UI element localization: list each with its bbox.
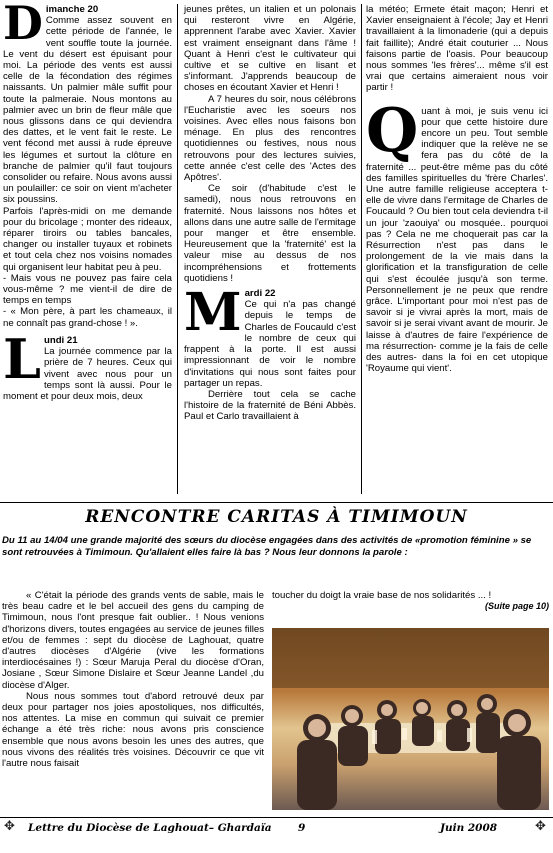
dropcap-l: L xyxy=(3,326,41,391)
paragraph: La journée commence par la prière de 7 heures. Ceux qui vivent avec nous pour un temps sont là aussi. Pour le moment et pour deux mois, deux xyxy=(3,346,172,402)
paragraph: jeunes prêtes, un italien et un polonais qui resteront vivre en Algérie, apprennent l'arabe avec Xavier. Xavier est vraiment enseignant dans l'âme ! Quant à Henri c'est le cultivateur qui cultive et se cultive en lisant et s'informant. J'apprends beaucoup de choses en écoutant Xavier et Henri ! xyxy=(184,4,356,94)
heading-dimanche: imanche 20 xyxy=(45,4,99,15)
paragraph: la météo; Ermete était maçon; Henri et Xavier enseignaient à l'école; Jay et Henri travaillaient à la limonaderie (qui a depuis fait faillite); André était couturier ... Nous faisons partie de l'oasis. Pour beaucoup nous sommes 'les frères'... même s'il est vrai que certains aimeraient nous voir partir ! xyxy=(366,4,548,94)
dropcap-m: M xyxy=(184,282,242,344)
article-column-left xyxy=(2,590,264,769)
column-2 xyxy=(184,4,356,423)
heading-mardi: ardi 22 xyxy=(244,288,276,300)
paragraph: uant à moi, je suis venu ici pour que cette histoire dure encore un peu. Tout semble indiquer que la relève ne se fera pas du côté de la fraternité ... peut-être même pas du côté des familles spirituelles du 'frère Charles'. Une autre famille religieuse acceptera t-elle de vivre dans l'ermitage de Charles de Foucauld ? Ou bien tout cela deviendra t-il un jour 'zaouiya' ou mosquée.. pourquoi pas ? Cela ne me choquerait pas car la Résurrection n'est pas dans le prolongement de la vie mais dans la glorification et la transfiguration de celle qui s'est écoulée jusqu'à son terme. Personnellement je ne peux que rendre grâce. L'important pour moi n'est pas de savoir si je vivrai après la mort, mais de savoir si je serai vivant avant de mourir. Je laisse à d'autres de faire l'expérience de ma résurrection- comme je la fais de celle des autres- dans la foi en cet utopique 'Royaume qui vient'. xyxy=(366,105,548,375)
column-divider xyxy=(361,4,362,494)
group-photo xyxy=(272,628,549,810)
paragraph: Comme assez souvent en cette période de l'année, le vent souffle toute la journée. Le vent du désert est épuisant pour moi. La période des vents est aussi celle de la fécondation des régimes naissants. Un palmier mâle suffit pour toute la palmeraie. Nous montons au palmier avec un brin de fleur mâle que nous glissons dans ce qui deviendra des dattes, et le vent fait le reste. Le vent fécond met aussi à rude épreuve les légumes et surtout la clôture en branche de palmier qu'il faut toujours consolider ou refaire. Nous avons aussi un poulailler: ce soir on vient m'acheter six poussins. xyxy=(3,15,172,206)
column-1 xyxy=(3,0,172,402)
group-photo-illustration xyxy=(272,628,549,810)
paragraph: - Mais vous ne pouvez pas faire cela vous-même ? me vient-il de dire de temps en temps xyxy=(3,272,172,307)
paragraph: Ce qui n'a pas changé depuis le temps de Charles de Foucauld c'est le nombre de ceux qui frappent à la porte. Il est aussi impressionnant de voir le nombre d'invitations qui nous sont faites pour partager un repas. xyxy=(184,299,356,389)
paragraph: Derrière tout cela se cache l'histoire de la fraternité de Béni Abbès. Paul et Carlo travaillaient à xyxy=(184,388,356,423)
footer-publication: Lettre du Diocèse de Laghouat– Ghardaïa xyxy=(28,822,272,834)
paragraph: toucher du doigt la vraie base de nos solidarités ... ! xyxy=(272,590,492,601)
footer xyxy=(0,822,553,842)
page-number: 9 xyxy=(298,822,306,834)
paragraph: - « Mon père, à part les chameaux, il ne connaît pas grand-chose ! ». xyxy=(3,306,172,329)
paragraph: Parfois l'après-midi on me demande pour du bricolage ; monter des rideaux, réparer tiroirs ou tables bancales, changer ou installer tuyaux et robinets et tout cela chez nos voisins nomades qui organisent leur habitat peu à peu. xyxy=(3,205,172,273)
column-3 xyxy=(366,4,548,375)
continued-note: (Suite page 10) xyxy=(484,601,549,612)
footer-rule xyxy=(0,817,553,818)
paragraph: « C'était la période des grands vents de sable, mais le très beau cadre et le bel accueil des gens du camping de Timimoun, nous l'ont presque fait oublier.. ! Nous venions d'horizons divers, toutes engagées au service de jeunes filles et/ou de femmes : sept du diocèse de Laghouat, quatre d'autres diocèses d'Algérie (vive les formations interdiocésaines !) : Sœur Maruja Peral du diocèse d'Oran, Josiane , Sœur Simone Dislaire et Sœur Jeanne Landel ,du diocèse d'Alger. xyxy=(2,590,264,691)
dropcap-d: D xyxy=(3,0,43,50)
divider xyxy=(0,502,553,503)
article-column-right xyxy=(272,590,549,612)
paragraph: Nous nous sommes tout d'abord retrouvé deux par deux pour partager nos joies apostoliques, nos difficultés, nos attentes. La mise en commun qui suivait ce premier échange a été très riche: nous avons pris conscience ensemble que nous avons besoin les unes des autres, que nous vivons des réalités très voisines. Découvrir ce que vit l'autre nous faisait xyxy=(2,690,264,770)
column-divider xyxy=(177,4,178,494)
article-title: RENCONTRE CARITAS À TIMIMOUN xyxy=(85,507,468,527)
dropcap-q: Q xyxy=(366,95,419,166)
ornament-icon: ✥ xyxy=(535,818,546,833)
footer-date: Juin 2008 xyxy=(440,822,498,834)
paragraph: A 7 heures du soir, nous célébrons l'Eucharistie avec les soeurs nos voisines. Avec elles nous faisons bon ménage. En plus des rencontres quotidiennes ou festives, nous nous retrouvons pour des lectures suivies, cette année c'est celle des 'Actes des Apôtres'. xyxy=(184,93,356,184)
article-intro: Du 11 au 14/04 une grande majorité des sœurs du diocèse engagées dans des activités de «promotion féminine » se sont retrouvées à Timimoun. Qu'allaient elles faire là bas ? Nous leur donnons la parole : xyxy=(2,535,532,558)
heading-lundi: undi 21 xyxy=(43,334,78,346)
ornament-icon: ✥ xyxy=(4,818,15,833)
paragraph: Ce soir (d'habitude c'est le samedi), nous nous retrouvons en fraternité. Nous laissons nos hôtes et allons dans une autre salle de l'ermitage pour manger et être ensemble. Heureusement que la 'fraternité' est la valeur mise au dessus de nos incompréhensions et frottements quotidiens ! xyxy=(184,183,356,284)
